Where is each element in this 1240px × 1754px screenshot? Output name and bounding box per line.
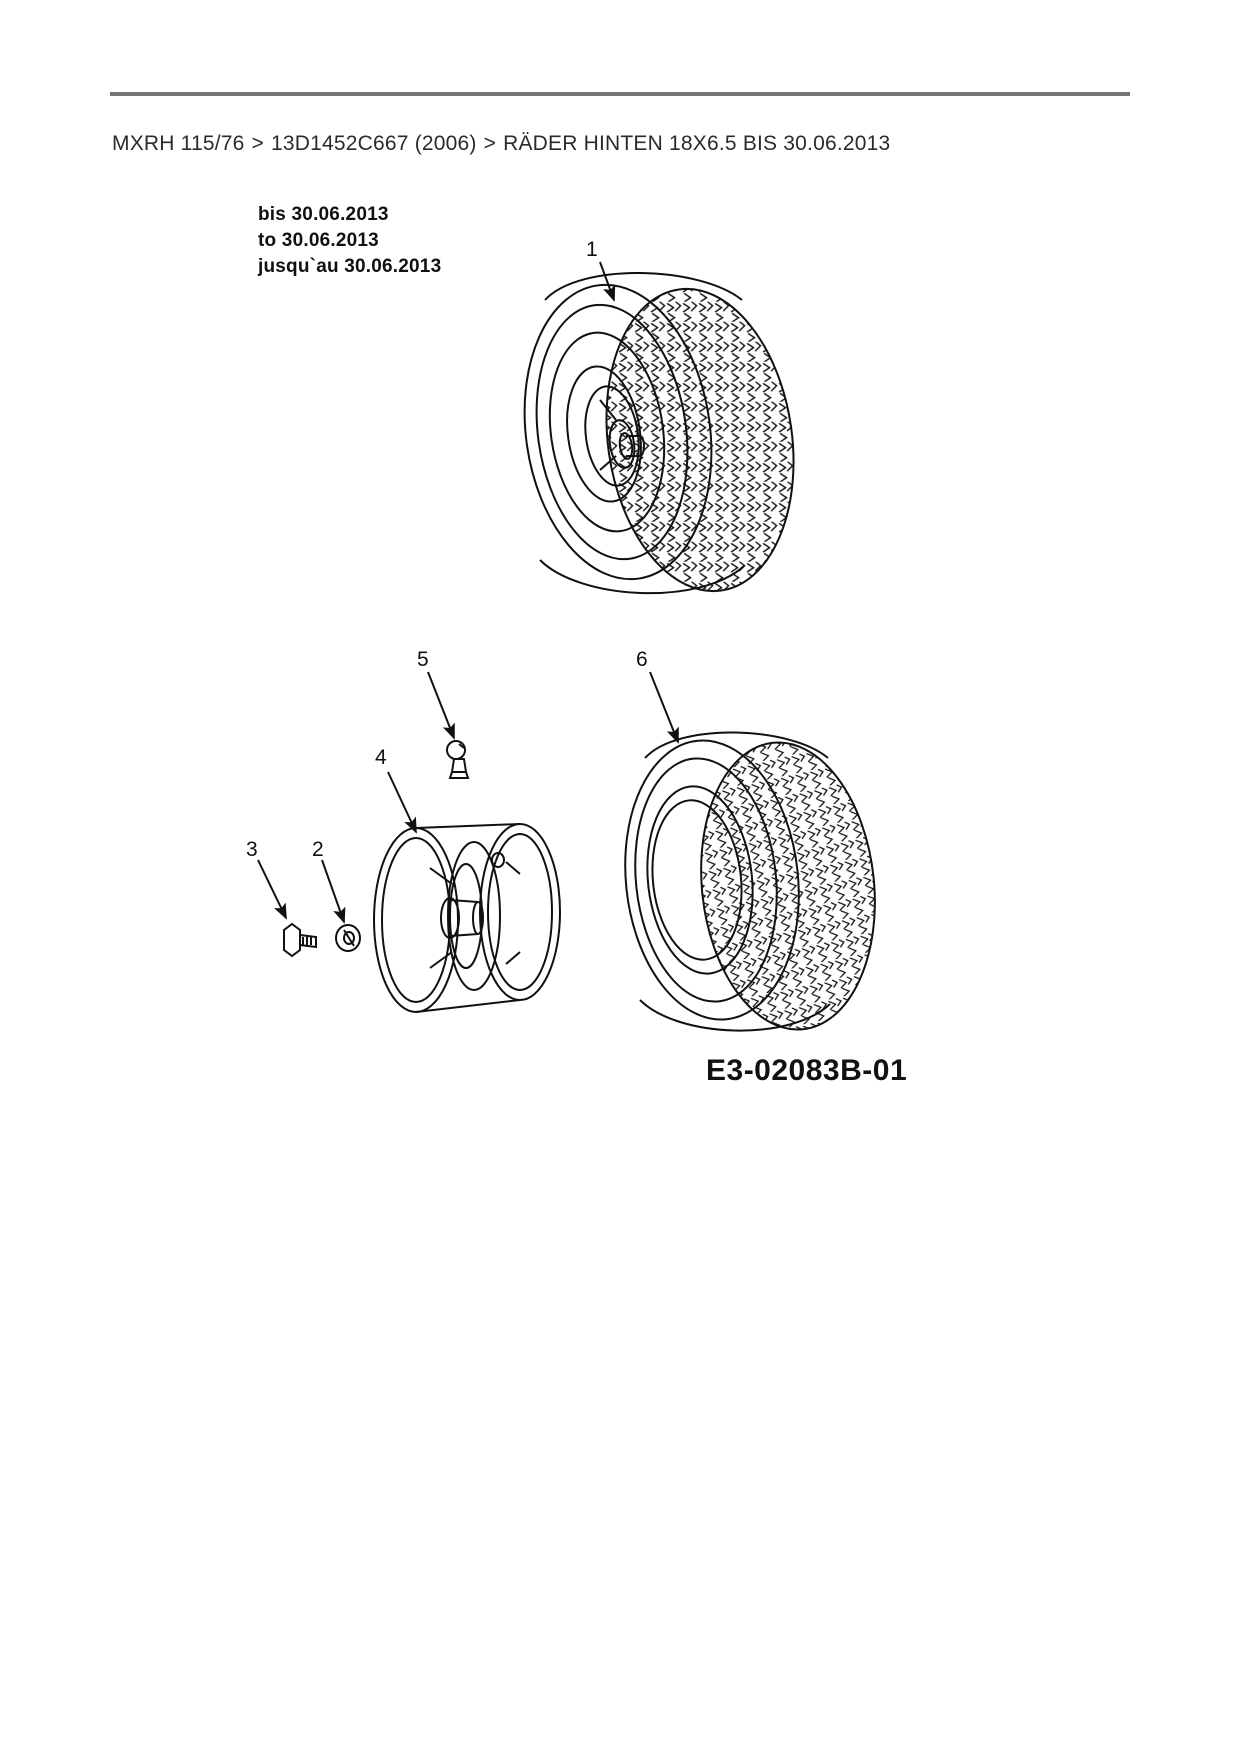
leader-line-6 [650, 672, 678, 742]
tire-item6 [612, 732, 889, 1038]
washer-item2 [336, 925, 360, 951]
validity-date-german: bis 30.06.2013 [258, 204, 389, 225]
leader-line-4 [388, 772, 416, 832]
header-divider [110, 92, 1130, 96]
leader-line-2 [322, 860, 344, 922]
breadcrumb-model[interactable]: MXRH 115/76 [112, 132, 245, 155]
breadcrumb [112, 132, 890, 156]
validity-date-note [258, 202, 441, 280]
wheel-assembly-item1 [506, 273, 812, 604]
callout-3[interactable]: 3 [246, 838, 258, 861]
validity-date-english: to 30.06.2013 [258, 230, 379, 251]
callout-2[interactable]: 2 [312, 838, 324, 861]
callout-5[interactable]: 5 [417, 648, 429, 671]
leader-line-3 [258, 860, 286, 918]
callout-1[interactable]: 1 [586, 238, 598, 261]
rim-item4 [374, 824, 560, 1012]
breadcrumb-part-number[interactable]: 13D1452C667 (2006) [271, 132, 477, 155]
drawing-number: E3-02083B-01 [706, 1054, 908, 1087]
breadcrumb-separator-1: > [251, 132, 265, 155]
callout-4[interactable]: 4 [375, 746, 387, 769]
breadcrumb-section[interactable]: RÄDER HINTEN 18X6.5 BIS 30.06.2013 [503, 132, 891, 155]
breadcrumb-separator-2: > [483, 132, 497, 155]
validity-date-french: jusqu`au 30.06.2013 [258, 256, 442, 277]
valve-fitting-item5 [447, 741, 468, 778]
leader-line-5 [428, 672, 454, 738]
bolt-item3 [284, 924, 316, 956]
callout-6[interactable]: 6 [636, 648, 648, 671]
leader-line-1 [600, 262, 614, 300]
